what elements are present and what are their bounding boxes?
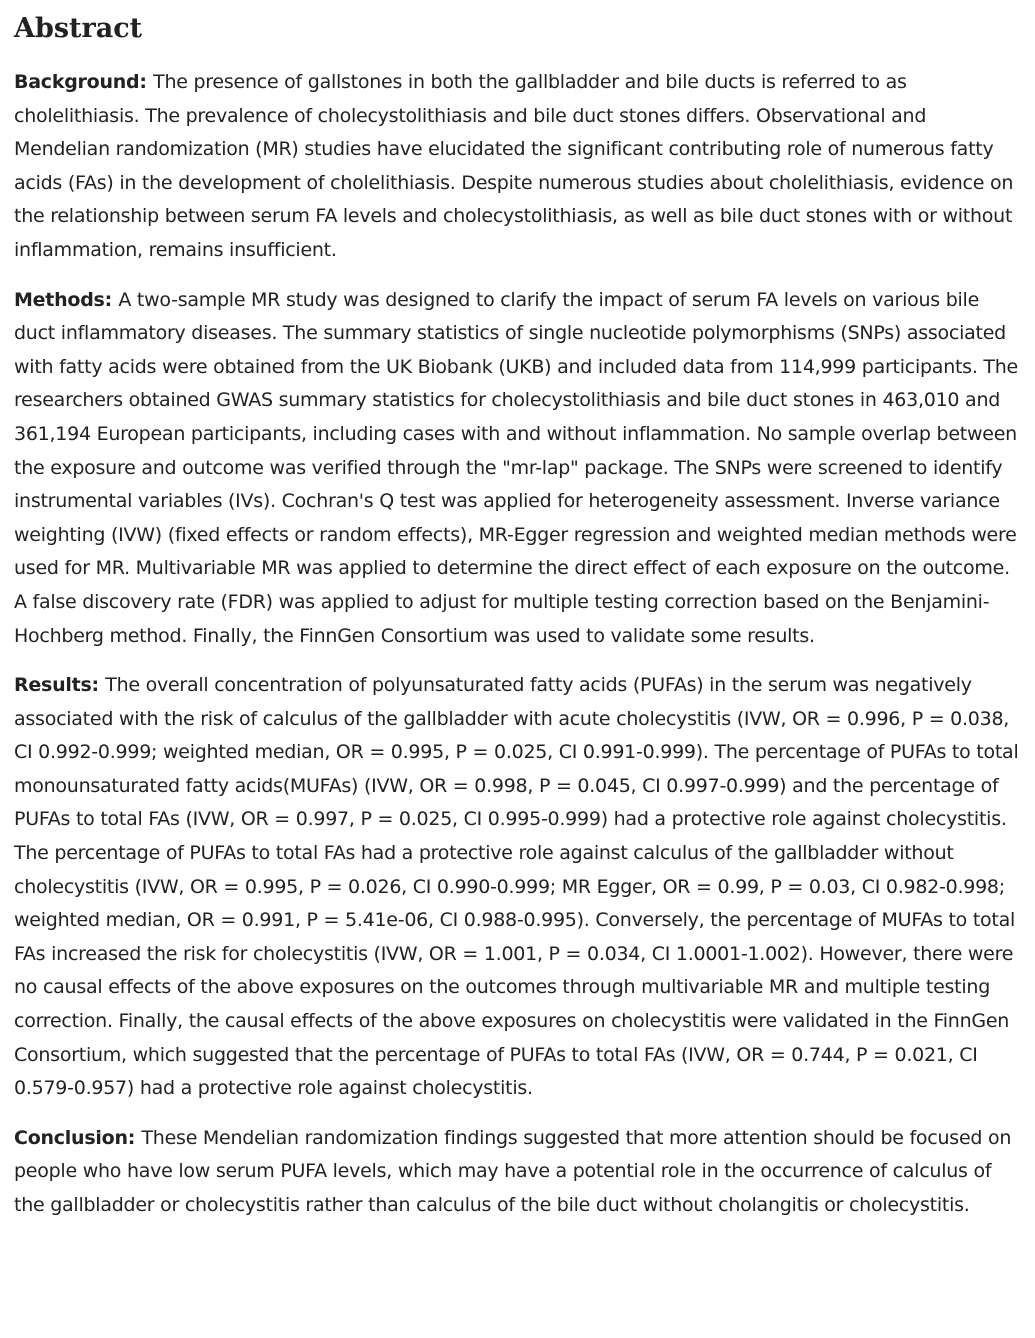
methods-label: Methods: xyxy=(14,288,119,311)
results-label: Results: xyxy=(14,674,106,697)
methods-text: A two-sample MR study was designed to clarify the impact of serum FA levels on various bile duct inflammatory diseases. The summary statistics of single nucleotide polymorphisms (SNPs) associated with fatty acids were obtained from the UK Biobank (UKB) and included data from 114,999 participants. The researchers obtained GWAS summary statistics for cholecystolithiasis and bile duct stones in 463,010 and 361,194 European participants, including cases with and without inflammation. No sample overlap between the exposure and outcome was verified through the "mr-lap" package. The SNPs were screened to identify instrumental variables (IVs). Cochran's Q test was applied for heterogeneity assessment. Inverse variance weighting (IVW) (fixed effects or random effects), MR-Egger regression and weighted median methods were used for MR. Multivariable MR was applied to determine the direct effect of each exposure on the outcome. A false discovery rate (FDR) was applied to adjust for multiple testing correction based on the Benjamini-Hochberg method. Finally, the FinnGen Consortium was used to validate some results. xyxy=(14,288,1018,647)
methods-paragraph xyxy=(14,284,1022,654)
abstract-section xyxy=(14,0,1022,1239)
results-paragraph xyxy=(14,669,1022,1106)
background-text: The presence of gallstones in both the gallbladder and bile ducts is referred to as cholelithiasis. The prevalence of cholecystolithiasis and bile duct stones differs. Observational and Mendelian randomization (MR) studies have elucidated the significant contributing role of numerous fatty acids (FAs) in the development of cholelithiasis. Despite numerous studies about cholelithiasis, evidence on the relationship between serum FA levels and cholecystolithiasis, as well as bile duct stones with or without inflammation, remains insufficient. xyxy=(14,71,1014,261)
abstract-heading: Abstract xyxy=(14,13,143,44)
conclusion-text: These Mendelian randomization findings suggested that more attention should be focused on people who have low serum PUFA levels, which may have a potential role in the occurrence of calculus of the gallbladder or cholecystitis rather than calculus of the bile duct without cholangitis or cholecystitis. xyxy=(14,1126,1012,1216)
results-text: The overall concentration of polyunsaturated fatty acids (PUFAs) in the serum was negatively associated with the risk of calculus of the gallbladder with acute cholecystitis (IVW, OR = 0.996, P = 0.038, CI 0.992-0.999; weighted median, OR = 0.995, P = 0.025, CI 0.991-0.999). The percentage of PUFAs to total monounsaturated fatty acids(MUFAs) (IVW, OR = 0.998, P = 0.045, CI 0.997-0.999) and the percentage of PUFAs to total FAs (IVW, OR = 0.997, P = 0.025, CI 0.995-0.999) had a protective role against cholecystitis. The percentage of PUFAs to total FAs had a protective role against calculus of the gallbladder without cholecystitis (IVW, OR = 0.995, P = 0.026, CI 0.990-0.999; MR Egger, OR = 0.99, P = 0.03, CI 0.982-0.998; weighted median, OR = 0.991, P = 5.41e-06, CI 0.988-0.995). Conversely, the percentage of MUFAs to total FAs increased the risk for cholecystitis (IVW, OR = 1.001, P = 0.034, CI 1.0001-1.002). However, there were no causal effects of the above exposures on the outcomes through multivariable MR and multiple testing correction. Finally, the causal effects of the above exposures on cholecystitis were validated in the FinnGen Consortium, which suggested that the percentage of PUFAs to total FAs (IVW, OR = 0.744, P = 0.021, CI 0.579-0.957) had a protective role against cholecystitis. xyxy=(14,674,1019,1100)
conclusion-label: Conclusion: xyxy=(14,1126,142,1149)
background-label: Background: xyxy=(14,71,154,93)
background-paragraph xyxy=(14,66,1022,268)
conclusion-paragraph xyxy=(14,1122,1022,1223)
